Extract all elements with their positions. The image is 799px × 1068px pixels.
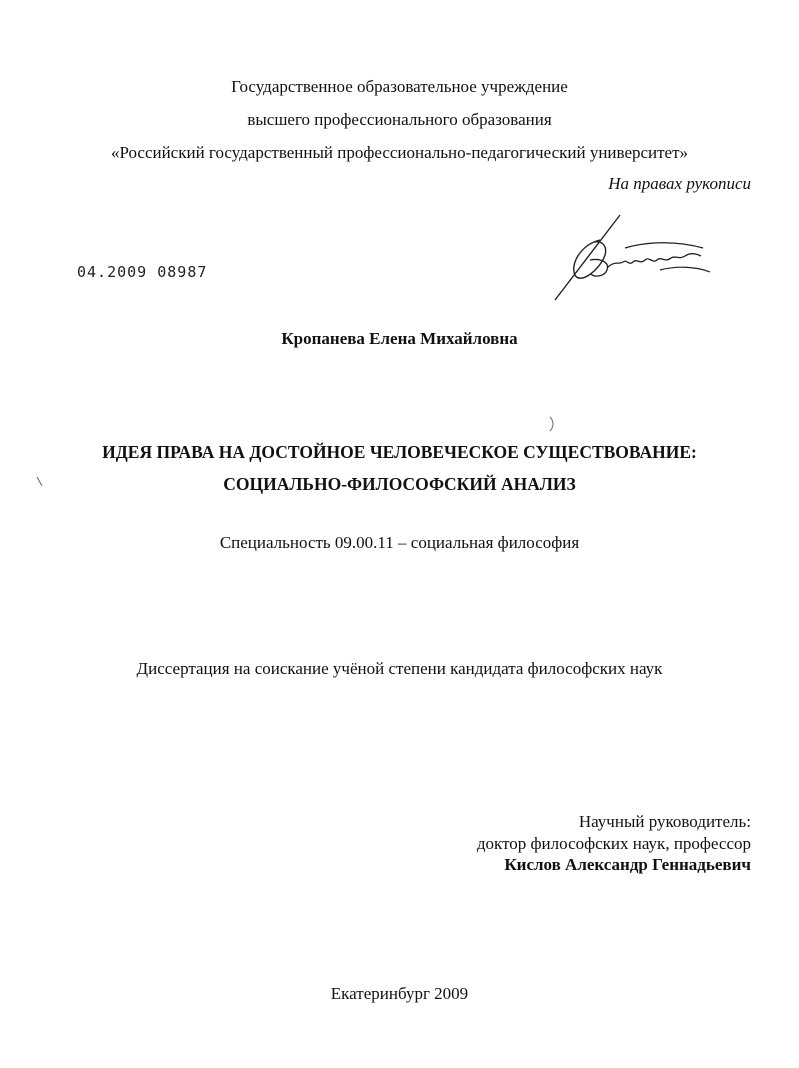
supervisor-label: Научный руководитель: — [578, 812, 751, 831]
registration-stamp: 04.2009 08987 — [77, 263, 208, 281]
scan-speck — [548, 416, 556, 432]
scan-speck — [36, 476, 44, 488]
thesis-title-line-2: СОЦИАЛЬНО-ФИЛОСОФСКИЙ АНАЛИЗ — [223, 474, 576, 494]
author-name: Кропанева Елена Михайловна — [281, 329, 518, 348]
degree-statement: Диссертация на соискание учёной степени кандидата философских наук — [136, 659, 663, 678]
specialty: Специальность 09.00.11 – социальная философия — [219, 533, 580, 552]
thesis-title-line-1: ИДЕЯ ПРАВА НА ДОСТОЙНОЕ ЧЕЛОВЕЧЕСКОЕ СУЩЕСТВОВАНИЕ: — [102, 442, 697, 462]
place-and-year: Екатеринбург 2009 — [330, 984, 469, 1003]
supervisor-name: Кислов Александр Геннадьевич — [504, 855, 751, 874]
supervisor-credentials: доктор философских наук, профессор — [476, 834, 751, 853]
manuscript-note: На правах рукописи — [608, 174, 751, 193]
institution-line-1: Государственное образовательное учреждение — [231, 77, 568, 96]
institution-line-3: «Российский государственный профессионально-педагогический университет» — [110, 143, 689, 162]
institution-line-2: высшего профессионального образования — [247, 110, 552, 129]
handwritten-signature — [545, 210, 725, 305]
